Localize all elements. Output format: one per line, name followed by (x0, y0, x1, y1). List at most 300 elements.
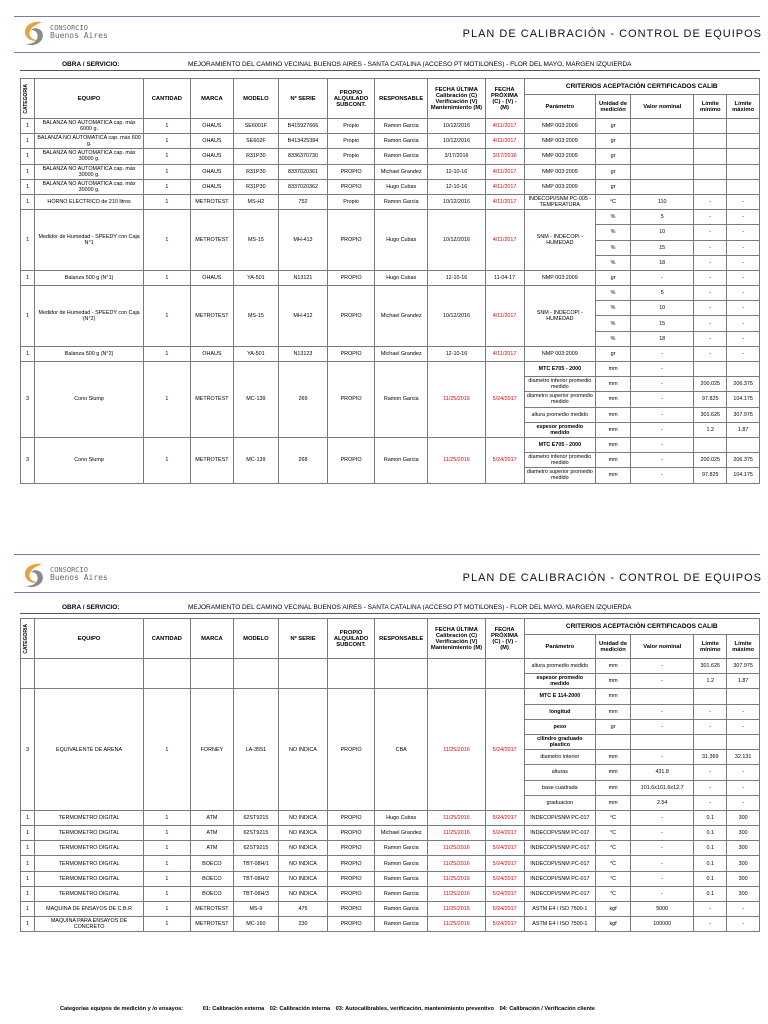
fecha-ultima-cell: 12-10-16 (428, 346, 485, 361)
limite-maximo-cell: 300 (727, 826, 760, 841)
responsable-cell: Ramon Garcia (375, 871, 428, 886)
top-rule (14, 16, 760, 17)
categoria-cell: 3 (21, 362, 35, 438)
modelo-cell: R31P30 (233, 164, 278, 179)
limite-minimo-cell: - (694, 902, 727, 917)
limite-minimo-cell: - (694, 194, 727, 209)
modelo-cell: MC-160 (233, 917, 278, 932)
limite-minimo-cell: - (694, 917, 727, 932)
valor-nominal-cell (630, 149, 693, 164)
responsable-cell: Hugo Cubas (375, 179, 428, 194)
page-gap (0, 512, 768, 552)
categoria-cell: 1 (21, 119, 35, 134)
modelo-cell: MS-9 (233, 902, 278, 917)
parametro-cell: espesor promedio medido (524, 422, 596, 437)
valor-nominal-cell: - (630, 750, 693, 765)
responsable-cell: Michael Grandez (375, 164, 428, 179)
unidad-cell: mm (596, 780, 631, 795)
marca-cell: METROTEST (190, 917, 233, 932)
propio-cell: PROPIO (328, 210, 375, 271)
fecha-proxima-cell: 5/24/2017 (485, 437, 524, 483)
fecha-ultima-cell: 11/25/2016 (428, 810, 485, 825)
marca-cell: OHAUS (190, 164, 233, 179)
header-unidad: Unidad de medición (596, 95, 631, 119)
limite-maximo-cell: 300 (727, 886, 760, 901)
categoria-cell: 1 (21, 164, 35, 179)
obra-label: OBRA / SERVICIO: (62, 61, 120, 68)
fecha-ultima-cell: 10/12/2016 (428, 286, 485, 347)
unidad-cell: gr (596, 179, 631, 194)
unidad-cell: % (596, 316, 631, 331)
valor-nominal-cell: 15 (630, 316, 693, 331)
fecha-ultima-cell: 11/25/2016 (428, 841, 485, 856)
limite-minimo-cell: - (694, 240, 727, 255)
categoria-cell: 1 (21, 270, 35, 285)
valor-nominal-cell: 431.8 (630, 765, 693, 780)
limite-maximo-cell: - (727, 765, 760, 780)
table-row (21, 210, 760, 225)
parametro-cell: alturas (524, 765, 596, 780)
equipo-cell: Medidor de Humedad - SPEEDY con Caja N°1 (35, 210, 143, 271)
limite-minimo-cell: - (694, 331, 727, 346)
header-valor: Valor nominal (630, 95, 693, 119)
categoria-cell: 3 (21, 689, 35, 811)
limite-minimo-cell: - (694, 780, 727, 795)
header-rule (14, 52, 760, 53)
table-row (21, 886, 760, 901)
header-cantidad: CANTIDAD (143, 619, 190, 659)
parametro-cell: INDECOPI/SNM PC-005 - TEMPERATURA (524, 194, 596, 209)
parametro-cell: NMP 003:2009 (524, 149, 596, 164)
modelo-cell: 62ST9215 (233, 810, 278, 825)
unidad-cell: kgf (596, 902, 631, 917)
legend-cat-1: 01: Calibración externa (202, 1006, 265, 1012)
valor-nominal-cell: - (630, 407, 693, 422)
marca-cell: OHAUS (190, 270, 233, 285)
propio-cell: PROPIO (328, 437, 375, 483)
limite-minimo-cell: 1.2 (694, 422, 727, 437)
fecha-ultima-cell: 11/25/2016 (428, 362, 485, 438)
responsable-cell: Ramon Garcia (375, 437, 428, 483)
serie-cell: NO INDICA (278, 810, 327, 825)
company-logo (20, 18, 120, 52)
limite-minimo-cell: 200.025 (694, 453, 727, 468)
unidad-cell: mm (596, 407, 631, 422)
equipo-cell: Medidor de Humedad - SPEEDY con Caja (N°2) (35, 286, 143, 347)
unidad-cell: % (596, 286, 631, 301)
serie-cell: MH-412 (278, 286, 327, 347)
limite-maximo-cell (727, 134, 760, 149)
modelo-cell: MC-139 (233, 362, 278, 438)
fecha-proxima-cell: 4/11/2017 (485, 134, 524, 149)
marca-cell: OHAUS (190, 134, 233, 149)
parametro-cell: NMP 003:2009 (524, 346, 596, 361)
limite-maximo-cell (727, 689, 760, 704)
propio-cell: PROPIO (328, 886, 375, 901)
header-criterios: CRITERIOS ACEPTACIÓN CERTIFICADOS CALIB (524, 79, 759, 95)
parametro-cell: ASTM E4 / ISO 7500-1 (524, 902, 596, 917)
limite-minimo-cell: 31.369 (694, 750, 727, 765)
limite-minimo-cell: 301.625 (694, 659, 727, 674)
limite-minimo-cell: 0.1 (694, 856, 727, 871)
unidad-cell: mm (596, 750, 631, 765)
fecha-ultima-cell: 11/25/2016 (428, 871, 485, 886)
parametro-cell: base cuadrada (524, 780, 596, 795)
propio-cell: PROPIO (328, 179, 375, 194)
valor-nominal-cell: - (630, 468, 693, 483)
equipo-cell: Balanza 500 g (N°2) (35, 346, 143, 361)
fecha-ultima-cell: 10/12/2016 (428, 194, 485, 209)
serie-cell: 269 (278, 362, 327, 438)
header-categoria (21, 79, 35, 119)
equipment-table-page-2 (20, 618, 760, 932)
valor-nominal-cell: - (630, 270, 693, 285)
cantidad-cell: 1 (143, 270, 190, 285)
categoria-cell: 1 (21, 810, 35, 825)
top-rule (14, 554, 760, 555)
table-row (21, 902, 760, 917)
fecha-proxima-cell: 5/24/2017 (485, 841, 524, 856)
propio-cell: Propio (328, 134, 375, 149)
limite-maximo-cell: 104.175 (727, 392, 760, 407)
cantidad-cell: 1 (143, 886, 190, 901)
parametro-cell: longitud (524, 704, 596, 719)
categoria-cell: 1 (21, 826, 35, 841)
limite-minimo-cell (694, 149, 727, 164)
valor-nominal-cell (630, 164, 693, 179)
serie-cell: 752 (278, 194, 327, 209)
fecha-proxima-cell: 4/11/2017 (485, 164, 524, 179)
header-responsable: RESPONSABLE (375, 619, 428, 659)
responsable-cell: Ramon Garcia (375, 134, 428, 149)
limite-minimo-cell (694, 164, 727, 179)
responsable-cell: Ramon Garcia (375, 902, 428, 917)
modelo-cell: MS-15 (233, 210, 278, 271)
propio-cell: PROPIO (328, 164, 375, 179)
valor-nominal-cell: - (630, 346, 693, 361)
limite-maximo-cell: - (727, 270, 760, 285)
unidad-cell: % (596, 255, 631, 270)
serie-cell: NO INDICA (278, 856, 327, 871)
limite-maximo-cell (727, 119, 760, 134)
responsable-cell: Ramon Garcia (375, 841, 428, 856)
valor-nominal-cell: - (630, 659, 693, 674)
limite-minimo-cell: - (694, 255, 727, 270)
cantidad-cell: 1 (143, 871, 190, 886)
unidad-cell: gr (596, 346, 631, 361)
limite-maximo-cell: 104.175 (727, 468, 760, 483)
limite-minimo-cell (694, 362, 727, 377)
unidad-cell: mm (596, 437, 631, 452)
marca-cell: METROTEST (190, 286, 233, 347)
limite-maximo-cell: 300 (727, 856, 760, 871)
parametro-cell: INDECOPI/SNM PC-017 (524, 826, 596, 841)
serie-cell: NO INDICA (278, 841, 327, 856)
equipo-cell: Balanza 500 g (N°1) (35, 270, 143, 285)
marca-cell: METROTEST (190, 362, 233, 438)
modelo-cell: 62ST9215 (233, 841, 278, 856)
header-categoria-text: CATEGORIA (23, 83, 29, 114)
limite-maximo-cell: 206.375 (727, 453, 760, 468)
fecha-proxima-cell: 4/11/2017 (485, 346, 524, 361)
marca-cell (190, 659, 233, 689)
table-row (21, 841, 760, 856)
unidad-cell: °C (596, 871, 631, 886)
marca-cell: ATM (190, 841, 233, 856)
header-limite-maximo: Límite máximo (727, 635, 760, 659)
cantidad-cell: 1 (143, 437, 190, 483)
limite-minimo-cell: - (694, 346, 727, 361)
marca-cell: OHAUS (190, 149, 233, 164)
valor-nominal-cell: 5 (630, 286, 693, 301)
propio-cell: PROPIO (328, 346, 375, 361)
equipo-cell: TERMOMETRO DIGITAL (35, 886, 143, 901)
cantidad-cell: 1 (143, 362, 190, 438)
modelo-cell: YA-501 (233, 346, 278, 361)
unidad-cell: mm (596, 674, 631, 689)
equipo-cell: HORNO ELECTRICO de 210 litros (35, 194, 143, 209)
limite-maximo-cell: 1.87 (727, 422, 760, 437)
modelo-cell: SE602F (233, 134, 278, 149)
table-row (21, 871, 760, 886)
modelo-cell (233, 659, 278, 689)
fecha-proxima-cell: 5/24/2017 (485, 886, 524, 901)
valor-nominal-cell: - (630, 362, 693, 377)
parametro-cell: diametro interior (524, 750, 596, 765)
categoria-cell: 1 (21, 286, 35, 347)
header-propio: PROPIO ALQUILADO SUBCONT. (328, 619, 375, 659)
header-marca: MARCA (190, 79, 233, 119)
propio-cell: Propio (328, 194, 375, 209)
fecha-ultima-cell: 11/25/2016 (428, 917, 485, 932)
header-responsable: RESPONSABLE (375, 79, 428, 119)
modelo-cell: TBT-08H/3 (233, 886, 278, 901)
fecha-proxima-cell: 5/24/2017 (485, 917, 524, 932)
parametro-cell: diametro inferior promedio medido (524, 377, 596, 392)
modelo-cell: TBT-08H/2 (233, 871, 278, 886)
table-row (21, 689, 760, 704)
equipo-cell: BALANZA NO AUTOMATICA cap. máx 30000 g. (35, 149, 143, 164)
fecha-ultima-cell: 10/12/2016 (428, 119, 485, 134)
table-row (21, 179, 760, 194)
serie-cell: 8336370730 (278, 149, 327, 164)
cantidad-cell: 1 (143, 164, 190, 179)
valor-nominal-cell: - (630, 841, 693, 856)
unidad-cell: kgf (596, 917, 631, 932)
parametro-cell: INDECOPI/SNM PC-017 (524, 841, 596, 856)
unidad-cell: °C (596, 841, 631, 856)
obra-value: MEJORAMIENTO DEL CAMINO VECINAL BUENOS AIRES - SANTA CATALINA (ACCESO PT MOTILONES) - FLOR DEL MAYO, MARGEN IZQUIERDA (188, 604, 632, 611)
parametro-cell: SNM - INDECOPI - HUMEDAD (524, 210, 596, 271)
unidad-cell: mm (596, 362, 631, 377)
fecha-proxima-cell: 5/24/2017 (485, 362, 524, 438)
header-categoria-text: CATEGORIA (23, 623, 29, 654)
unidad-cell: gr (596, 719, 631, 734)
valor-nominal-cell: - (630, 886, 693, 901)
table-row (21, 164, 760, 179)
parametro-cell: altura promedio medido (524, 659, 596, 674)
fecha-ultima-cell: 12-10-16 (428, 164, 485, 179)
serie-cell: NO INDICA (278, 871, 327, 886)
modelo-cell: TBT-08H/1 (233, 856, 278, 871)
parametro-cell: MTC E705 - 2000 (524, 362, 596, 377)
cantidad-cell: 1 (143, 119, 190, 134)
valor-nominal-cell: 5 (630, 210, 693, 225)
equipment-table-page-1 (20, 78, 760, 484)
limite-minimo-cell: - (694, 301, 727, 316)
fecha-proxima-cell: 4/11/2017 (485, 286, 524, 347)
fecha-proxima-cell: 5/24/2017 (485, 871, 524, 886)
unidad-cell: gr (596, 134, 631, 149)
parametro-cell: diametro superior promedio medido (524, 468, 596, 483)
limite-maximo-cell: - (727, 240, 760, 255)
unidad-cell: °C (596, 856, 631, 871)
fecha-ultima-cell: 11/25/2016 (428, 437, 485, 483)
limite-minimo-cell (694, 179, 727, 194)
limite-maximo-cell: - (727, 210, 760, 225)
parametro-cell: INDECOPI/SNM PC-017 (524, 871, 596, 886)
unidad-cell: % (596, 301, 631, 316)
cantidad-cell: 1 (143, 689, 190, 811)
unidad-cell: mm (596, 453, 631, 468)
limite-maximo-cell (727, 437, 760, 452)
fecha-proxima-cell: 4/11/2017 (485, 210, 524, 271)
marca-cell: ATM (190, 810, 233, 825)
limite-minimo-cell: 97.825 (694, 468, 727, 483)
propio-cell (328, 659, 375, 689)
cantidad-cell: 1 (143, 826, 190, 841)
valor-nominal-cell: 101.6x101.6x12.7 (630, 780, 693, 795)
legend-cat-2: 02: Calibración interna (269, 1006, 331, 1012)
valor-nominal-cell: - (630, 826, 693, 841)
fecha-ultima-cell (428, 659, 485, 689)
limite-maximo-cell (727, 179, 760, 194)
marca-cell: BOECO (190, 886, 233, 901)
equipo-cell: MAQUINA DE ENSAYOS DE C.B.R (35, 902, 143, 917)
propio-cell: PROPIO (328, 902, 375, 917)
serie-cell: 268 (278, 437, 327, 483)
categoria-cell: 1 (21, 856, 35, 871)
limite-minimo-cell: 200.025 (694, 377, 727, 392)
header-fecha-ultima: FECHA ÚLTIMA Calibración (C) Verificación (V) Mantenimiento (M) (428, 619, 485, 659)
fecha-ultima-cell: 12-10-16 (428, 179, 485, 194)
marca-cell: BOECO (190, 856, 233, 871)
categoria-cell: 1 (21, 886, 35, 901)
fecha-ultima-cell: 11/25/2016 (428, 856, 485, 871)
serie-cell: NO INDICA (278, 826, 327, 841)
categoria-cell: 1 (21, 346, 35, 361)
unidad-cell: °C (596, 886, 631, 901)
limite-minimo-cell (694, 734, 727, 749)
categoria-cell (21, 659, 35, 689)
header-rule (14, 592, 760, 593)
limite-maximo-cell: - (727, 301, 760, 316)
fecha-ultima-cell: 11/25/2016 (428, 826, 485, 841)
limite-minimo-cell: - (694, 719, 727, 734)
valor-nominal-cell: 110 (630, 194, 693, 209)
fecha-proxima-cell: 4/11/2017 (485, 119, 524, 134)
responsable-cell: Hugo Cubas (375, 210, 428, 271)
marca-cell: FORNEY (190, 689, 233, 811)
category-legend (60, 1006, 613, 1012)
fecha-ultima-cell: 11/25/2016 (428, 689, 485, 811)
limite-maximo-cell: - (727, 704, 760, 719)
fecha-proxima-cell: 5/24/2017 (485, 826, 524, 841)
serie-cell: B415927666 (278, 119, 327, 134)
valor-nominal-cell (630, 734, 693, 749)
responsable-cell: Ramon Garcia (375, 856, 428, 871)
header-categoria (21, 619, 35, 659)
valor-nominal-cell: - (630, 453, 693, 468)
cantidad-cell: 1 (143, 346, 190, 361)
valor-nominal-cell: 100000 (630, 917, 693, 932)
valor-nominal-cell: - (630, 704, 693, 719)
parametro-cell: cilindro graduado plastico (524, 734, 596, 749)
valor-nominal-cell: - (630, 437, 693, 452)
limite-minimo-cell: - (694, 795, 727, 810)
propio-cell: PROPIO (328, 270, 375, 285)
unidad-cell: gr (596, 149, 631, 164)
serie-cell: 8337020362 (278, 179, 327, 194)
serie-cell: 230 (278, 917, 327, 932)
equipo-cell (35, 659, 143, 689)
header-unidad: Unidad de medición (596, 635, 631, 659)
valor-nominal-cell: 5000 (630, 902, 693, 917)
modelo-cell: 62ST9215 (233, 826, 278, 841)
fecha-proxima-cell: 4/11/2017 (485, 194, 524, 209)
modelo-cell: R31P30 (233, 149, 278, 164)
modelo-cell: MC-139 (233, 437, 278, 483)
cantidad-cell: 1 (143, 179, 190, 194)
limite-maximo-cell (727, 149, 760, 164)
fecha-ultima-cell: 11/25/2016 (428, 902, 485, 917)
unidad-cell: mm (596, 689, 631, 704)
modelo-cell: MS-15 (233, 286, 278, 347)
header-limite-minimo: Límite mínimo (694, 635, 727, 659)
valor-nominal-cell: 2.54 (630, 795, 693, 810)
fecha-ultima-cell: 12-10-16 (428, 270, 485, 285)
limite-maximo-cell: - (727, 902, 760, 917)
valor-nominal-cell (630, 689, 693, 704)
valor-nominal-cell: - (630, 719, 693, 734)
brand-line-2: Buenos Aires (50, 573, 108, 582)
responsable-cell: Michael Grandez (375, 826, 428, 841)
parametro-cell: INDECOPI/SNM PC-017 (524, 886, 596, 901)
limite-maximo-cell: 307.975 (727, 407, 760, 422)
limite-maximo-cell (727, 362, 760, 377)
marca-cell: OHAUS (190, 179, 233, 194)
header-serie: Nº SERIE (278, 79, 327, 119)
limite-maximo-cell: 206.375 (727, 377, 760, 392)
parametro-cell: graduacion (524, 795, 596, 810)
obra-rule (20, 70, 760, 71)
header-propio: PROPIO ALQUILADO SUBCONT. (328, 79, 375, 119)
cantidad-cell: 1 (143, 902, 190, 917)
table-row (21, 286, 760, 301)
table-row (21, 437, 760, 452)
serie-cell: B413425384 (278, 134, 327, 149)
marca-cell: METROTEST (190, 210, 233, 271)
propio-cell: PROPIO (328, 871, 375, 886)
legend-label: Categorías equipos de medición y /o ensayos: (60, 1006, 184, 1012)
limite-minimo-cell: - (694, 210, 727, 225)
logo-text (50, 566, 108, 582)
brand-line-1: CONSORCIO (50, 24, 88, 32)
cantidad-cell: 1 (143, 856, 190, 871)
unidad-cell: gr (596, 270, 631, 285)
limite-minimo-cell: - (694, 704, 727, 719)
limite-minimo-cell: - (694, 225, 727, 240)
